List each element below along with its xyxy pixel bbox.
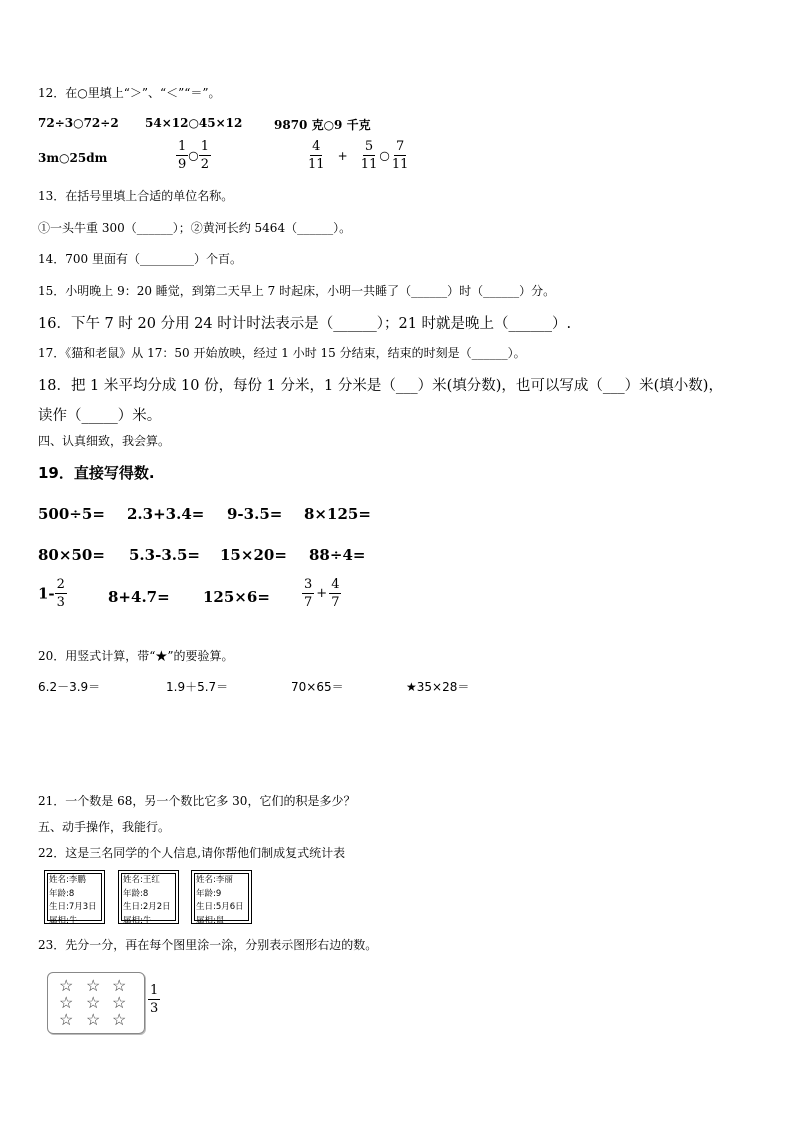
star-icon: ☆ xyxy=(86,976,101,995)
q21: 21．一个数是 68，另一个数比它多 30，它们的积是多少？ xyxy=(38,794,356,808)
q19-r1-1: 500÷5= xyxy=(38,505,105,523)
q19-r3-2: 8+4.7= xyxy=(108,588,170,606)
q20-item-1: 6.2－3.9＝ xyxy=(38,680,101,694)
fraction-one-third: $\frac{1}{3}$ xyxy=(150,983,159,1016)
star-icon: ☆ xyxy=(112,1010,127,1029)
q14: 14．700 里面有（_________）个百。 xyxy=(38,252,242,266)
q19-r3-3: 125×6= xyxy=(203,588,270,606)
q20-title: 20．用竖式计算，带“★”的要验算。 xyxy=(38,649,234,663)
q12-fraction-compare-2 xyxy=(306,140,410,171)
card-birthday: 生日:5月6日 xyxy=(196,902,244,912)
q12-title: 12．在○里填上“＞”、“＜”“＝”。 xyxy=(38,86,221,100)
compare-circle: ○ xyxy=(379,148,390,163)
q17: 17．《猫和老鼠》从 17：50 开始放映，经过 1 小时 15 分结束，结束的时刻是（______）。 xyxy=(38,346,526,360)
section-5-heading: 五、动手操作，我能行。 xyxy=(38,820,171,834)
star-icon: ☆ xyxy=(86,1010,101,1029)
q19-r1-4: 8×125= xyxy=(304,505,371,523)
q12-r2c1: 3m○25dm xyxy=(38,151,108,165)
info-card-3 xyxy=(191,870,252,924)
q19-r3-1: 1- $\frac{2}{3}$ xyxy=(38,577,65,610)
star-icon: ☆ xyxy=(112,976,127,995)
card-birthday: 生日:2月2日 xyxy=(123,902,171,912)
star-icon: ☆ xyxy=(112,993,127,1012)
card-zodiac: 属相:牛 xyxy=(49,915,78,926)
q23-title: 23．先分一分，再在每个图里涂一涂，分别表示图形右边的数。 xyxy=(38,938,378,952)
fraction-four-sevenths: $\frac{4}{7}$ xyxy=(331,577,340,610)
q13-title: 13．在括号里填上合适的单位名称。 xyxy=(38,189,234,203)
fraction-five-elevenths: $\frac{5}{11}$ xyxy=(360,139,378,172)
q19-title: 19．直接写得数. xyxy=(38,464,155,482)
q12-fraction-compare-1 xyxy=(176,140,211,171)
card-age: 年龄:9 xyxy=(196,888,222,899)
q18-line2: 读作（_____）米。 xyxy=(38,408,162,424)
card-name: 姓名:李丽 xyxy=(196,875,233,885)
q20-item-4: ★35×28＝ xyxy=(406,680,470,694)
q13-body: ①一头牛重 300（______）；②黄河长约 5464（______）。 xyxy=(38,221,352,235)
card-name: 姓名:王红 xyxy=(123,875,160,885)
info-card-2 xyxy=(118,870,179,924)
star-icon: ☆ xyxy=(59,976,74,995)
star-icon: ☆ xyxy=(59,1010,74,1029)
q19-r2-2: 5.3-3.5= xyxy=(129,546,200,564)
q12-r1c1: 72÷3○72÷2 xyxy=(38,116,119,130)
fraction-one-half: $\frac{1}{2}$ xyxy=(200,139,210,172)
section-4-heading: 四、认真细致，我会算。 xyxy=(38,434,171,448)
q20-item-3: 70×65＝ xyxy=(291,680,344,694)
q18-line1: 18．把 1 米平均分成 10 份，每份 1 分米，1 分米是（___）米(填分数)，也可以写成（___）米(填小数)， xyxy=(38,378,723,394)
q20-item-2: 1.9＋5.7＝ xyxy=(166,680,229,694)
q15: 15．小明晚上 9：20 睡觉，到第二天早上 7 时起床，小明一共睡了（______）时（______）分。 xyxy=(38,284,556,298)
star-icon: ☆ xyxy=(86,993,101,1012)
card-age: 年龄:8 xyxy=(123,888,149,899)
q19-r2-4: 88÷4= xyxy=(309,546,366,564)
q12-r1c2: 54×12○45×12 xyxy=(145,116,243,130)
fraction-three-sevenths: $\frac{3}{7}$ xyxy=(304,577,313,610)
q19-r2-3: 15×20= xyxy=(220,546,287,564)
q19-r2-1: 80×50= xyxy=(38,546,105,564)
card-zodiac: 属相:牛 xyxy=(123,915,152,926)
q19-r1-3: 9-3.5= xyxy=(227,505,283,523)
compare-circle: ○ xyxy=(188,148,199,163)
fraction-two-thirds: $\frac{2}{3}$ xyxy=(56,577,65,610)
star-box xyxy=(47,972,145,1034)
q12-r1c3: 9870 克○9 千克 xyxy=(274,118,371,132)
card-birthday: 生日:7月3日 xyxy=(49,902,97,912)
card-zodiac: 属相:鼠 xyxy=(196,915,225,926)
q23-fraction xyxy=(148,984,160,1015)
fraction-seven-elevenths: $\frac{7}{11}$ xyxy=(391,139,409,172)
star-icon: ☆ xyxy=(59,993,74,1012)
q22-title: 22．这是三名同学的个人信息,请你帮他们制成复式统计表 xyxy=(38,846,346,860)
q16: 16．下午 7 时 20 分用 24 时计时法表示是（______）；21 时就是晚上（______）. xyxy=(38,316,572,332)
card-name: 姓名:李鹏 xyxy=(49,875,86,885)
plus-sign: + xyxy=(337,148,348,163)
info-card-1 xyxy=(44,870,105,924)
q19-r3-4: $\frac{3}{7}$ + $\frac{4}{7}$ xyxy=(304,577,340,610)
fraction-one-ninth: $\frac{1}{9}$ xyxy=(178,139,187,172)
q19-r1-2: 2.3+3.4= xyxy=(127,505,205,523)
card-age: 年龄:8 xyxy=(49,888,75,899)
fraction-four-elevenths: $\frac{4}{11}$ xyxy=(308,139,325,172)
